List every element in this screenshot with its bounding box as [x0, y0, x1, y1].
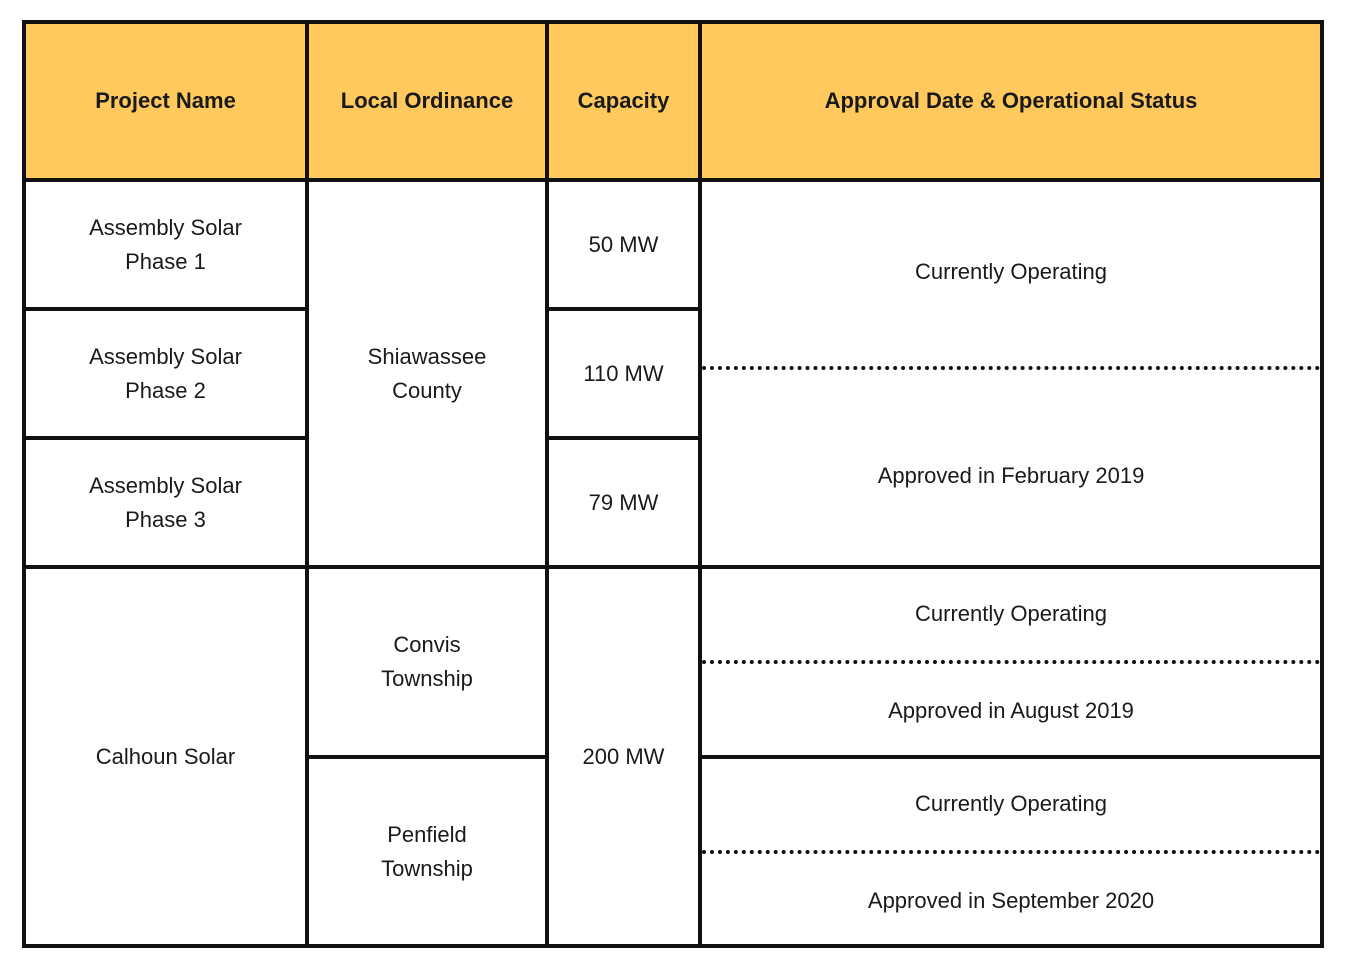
header-local-ordinance: Local Ordinance	[340, 88, 514, 113]
dotted-divider-penfield	[702, 850, 1320, 854]
border-top	[22, 20, 1324, 24]
border-bottom	[22, 944, 1324, 948]
divider-group	[22, 565, 1324, 569]
project-name-assembly-phase-1: Assembly Solar Phase 1	[89, 214, 242, 274]
capacity-assembly-phase-2: 110 MW	[583, 360, 664, 386]
status-penfield-approved: Approved in September 2020	[867, 887, 1155, 913]
divider-col-2	[545, 20, 549, 948]
header-capacity: Capacity	[577, 88, 670, 113]
capacity-assembly-phase-1: 50 MW	[588, 231, 659, 257]
project-name-assembly-phase-3: Assembly Solar Phase 3	[89, 472, 242, 532]
header-project-name: Project Name	[95, 88, 236, 113]
capacity-assembly-phase-3: 79 MW	[588, 489, 659, 515]
divider-phase-1-2-name	[22, 307, 309, 311]
divider-convis-penfield-status	[698, 755, 1324, 759]
divider-header	[22, 178, 1324, 182]
status-penfield-operating: Currently Operating	[915, 790, 1107, 816]
border-left	[22, 20, 26, 948]
ordinance-penfield-township: Penfield Township	[381, 822, 473, 881]
ordinance-convis-township: Convis Township	[381, 632, 473, 691]
dotted-divider-convis	[702, 660, 1320, 664]
status-convis-operating: Currently Operating	[915, 600, 1107, 626]
border-right	[1320, 20, 1324, 948]
divider-phase-1-2-capacity	[545, 307, 702, 311]
status-assembly-approved: Approved in February 2019	[877, 462, 1145, 488]
project-name-calhoun-solar: Calhoun Solar	[95, 744, 236, 769]
divider-col-3	[698, 20, 702, 948]
status-convis-approved: Approved in August 2019	[888, 697, 1134, 723]
ordinance-shiawassee-county: Shiawassee County	[367, 343, 487, 403]
project-name-assembly-phase-2: Assembly Solar Phase 2	[89, 343, 242, 403]
capacity-calhoun-solar: 200 MW	[582, 744, 665, 769]
divider-phase-2-3-capacity	[545, 436, 702, 440]
divider-convis-penfield-ordinance	[305, 755, 549, 759]
divider-col-1	[305, 20, 309, 948]
divider-phase-2-3-name	[22, 436, 309, 440]
dotted-divider-assembly	[702, 366, 1320, 370]
header-approval-status: Approval Date & Operational Status	[824, 88, 1198, 113]
status-assembly-operating: Currently Operating	[915, 259, 1107, 284]
